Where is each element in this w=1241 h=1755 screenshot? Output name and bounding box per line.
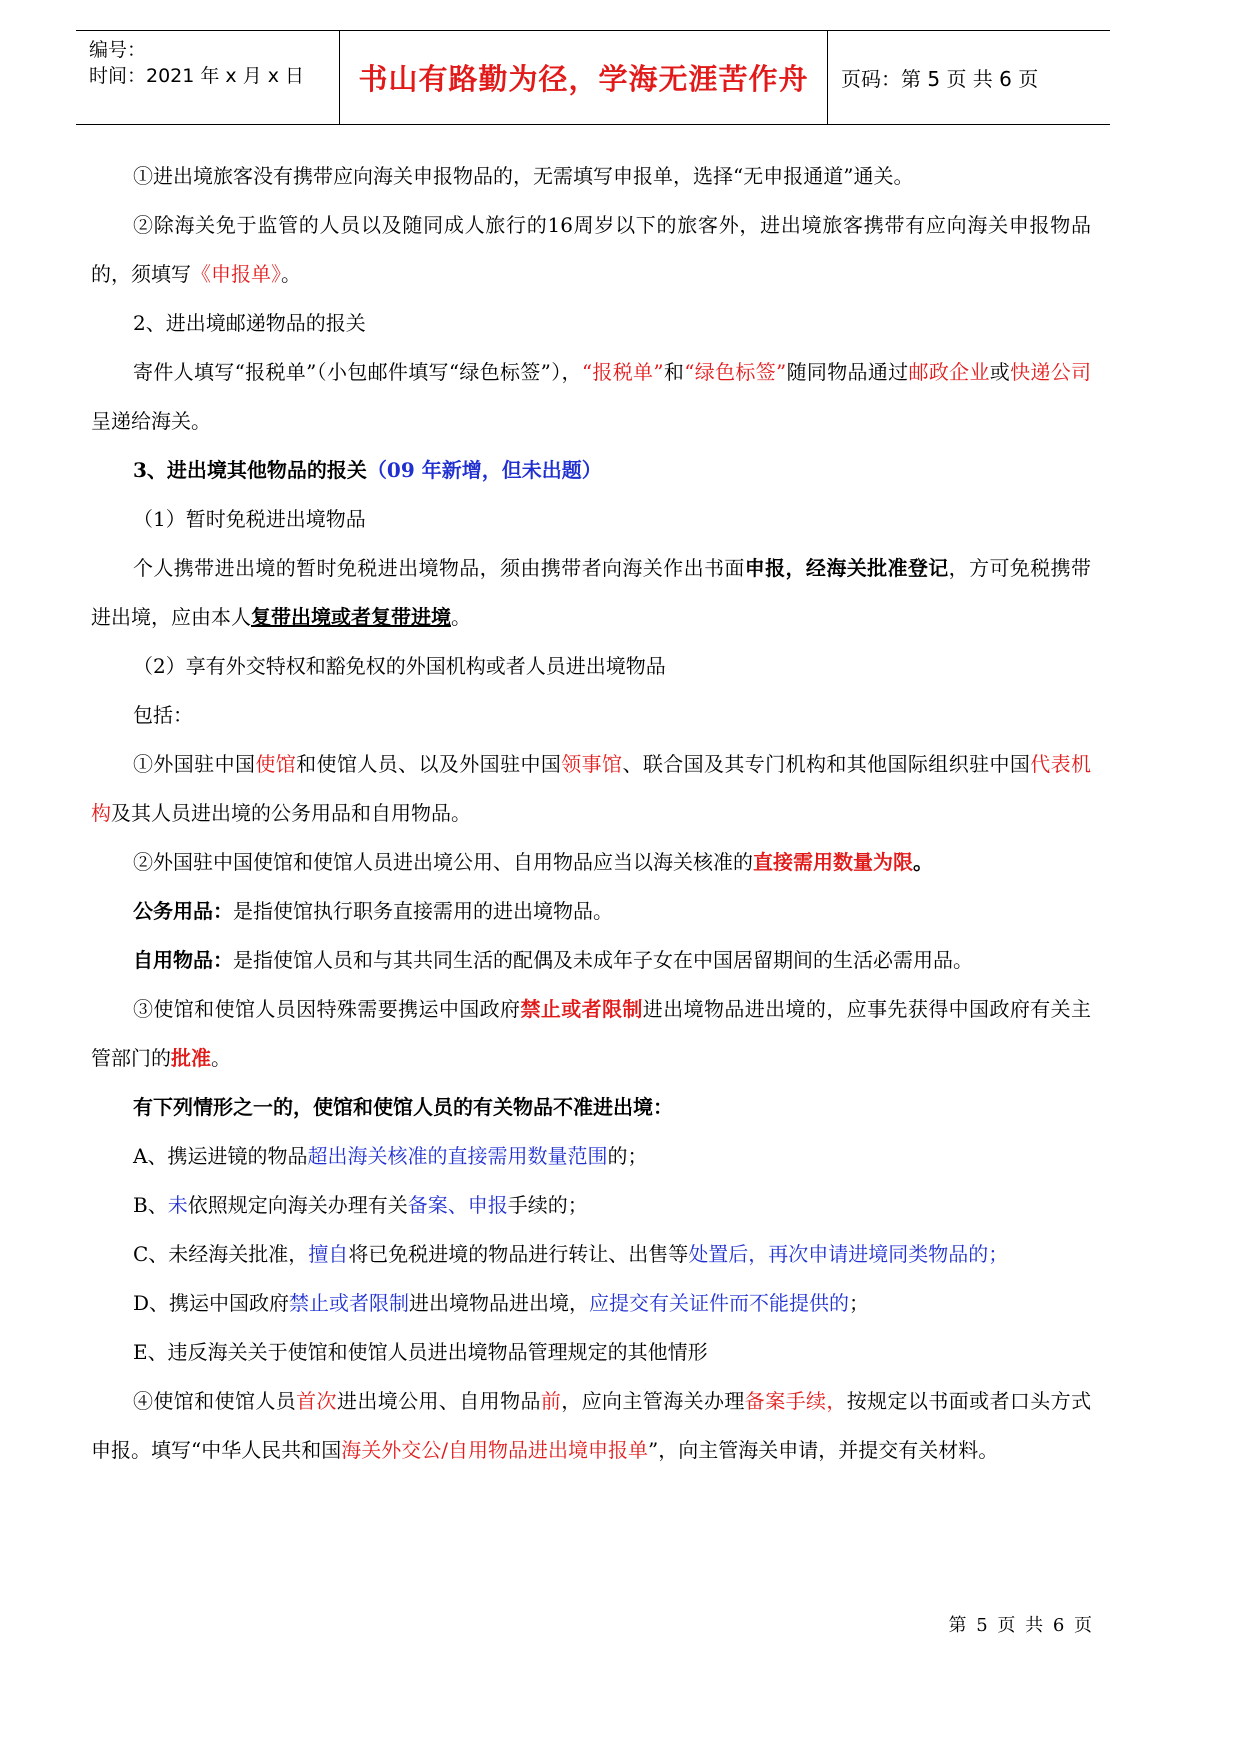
subsection-heading <box>91 642 1091 691</box>
text: 呈递给海关。 <box>91 409 211 433</box>
header-motto: 书山有路勤为径，学海无涯苦作舟 <box>358 62 809 96</box>
page-footer: 第 5 页 共 6 页 <box>948 1615 1094 1636</box>
highlight-blue: 备案、申报 <box>407 1193 508 1217</box>
header-page-info: 页码：第 5 页 共 6 页 <box>841 67 1039 91</box>
text: 按规定以书面或者口头方式申报。填写“中华人民共和国 <box>91 1389 1092 1462</box>
text: 的； <box>607 1144 648 1168</box>
paragraph <box>91 1083 1091 1132</box>
text: ②外国驻中国使馆和使馆人员进出境公用、自用物品应当以海关核准的 <box>133 850 753 874</box>
highlight-red: “报税单” <box>581 360 664 384</box>
text: ； <box>849 1291 870 1315</box>
text: ”，向主管海关申请，并提交有关材料。 <box>647 1438 999 1462</box>
text: 进出境公用、自用物品 <box>336 1389 541 1413</box>
text: ①进出境旅客没有携带应向海关申报物品的，无需填写申报单，选择“无申报通道”通关。 <box>133 164 914 188</box>
text: 手续的； <box>507 1193 588 1217</box>
text: ②除海关免于监管的人员以及随同成人旅行的16周岁以下的旅客外，进出境旅客携带有应向海关申报物品的，须填写 <box>91 213 1091 286</box>
paragraph <box>91 887 1091 936</box>
list-item <box>91 1279 1091 1328</box>
paragraph <box>91 1377 1091 1475</box>
paragraph <box>91 201 1091 299</box>
text: ，应向主管海关办理 <box>561 1389 745 1413</box>
highlight-red: 前 <box>540 1389 562 1413</box>
text: 和使馆人员、以及外国驻中国 <box>296 752 562 776</box>
bold-text: 公务用品： <box>133 899 233 923</box>
text: ④使馆和使馆人员 <box>133 1389 297 1413</box>
highlight-red: 直接需用数量为限 <box>753 850 913 874</box>
highlight-blue: 禁止或者限制 <box>289 1291 410 1315</box>
highlight-red: 《申报单》 <box>191 262 281 286</box>
text: 。 <box>281 262 301 286</box>
text: 个人携带进出境的暂时免税进出境物品，须由携带者向海关作出书面 <box>133 556 745 580</box>
text: 包括： <box>133 703 193 727</box>
paragraph <box>91 544 1091 642</box>
text: E、违反海关关于使馆和使馆人员进出境物品管理规定的其他情形 <box>133 1340 708 1364</box>
text: 将已免税进境的物品进行转让、出售等 <box>348 1242 689 1266</box>
highlight-red: 禁止或者限制 <box>520 997 643 1021</box>
header-meta <box>76 31 340 124</box>
list-item <box>91 1132 1091 1181</box>
highlight-blue: 未 <box>167 1193 188 1217</box>
text: 2、进出境邮递物品的报关 <box>133 311 366 335</box>
bold-text: 自用物品： <box>133 948 233 972</box>
list-item <box>91 1328 1091 1377</box>
text: 寄件人填写“报税单”（小包邮件填写“绿色标签”）， <box>133 360 582 384</box>
highlight-red: 批准 <box>171 1046 211 1070</box>
text: 3、进出境其他物品的报关 <box>133 458 367 482</box>
header-motto-cell <box>340 31 828 124</box>
paragraph <box>91 152 1091 201</box>
paragraph <box>91 348 1091 446</box>
highlight-red: 海关外交公/自用物品进出境申报单 <box>341 1438 648 1462</box>
document-time-label: 时间：2021 年 x 月 x 日 <box>89 65 305 87</box>
subsection-heading <box>91 495 1091 544</box>
highlight-red: 快递公司 <box>1010 360 1092 384</box>
bold-text: 有下列情形之一的，使馆和使馆人员的有关物品不准进出境： <box>133 1095 673 1119</box>
text: C、未经海关批准， <box>133 1242 309 1266</box>
text: ③使馆和使馆人员因特殊需要携运中国政府 <box>133 997 521 1021</box>
text: 进出境物品进出境， <box>409 1291 590 1315</box>
highlight-blue: 擅自 <box>308 1242 349 1266</box>
page-header <box>76 30 1110 125</box>
document-number-label: 编号： <box>89 39 147 61</box>
highlight-blue: 应提交有关证件而不能提供的 <box>589 1291 850 1315</box>
paragraph <box>91 838 1091 887</box>
section-heading <box>91 446 1091 495</box>
highlight-red: 代表机构 <box>91 752 1092 825</box>
highlight-red: 使馆 <box>255 752 297 776</box>
highlight-blue: 处置后，再次申请进境同类物品的； <box>688 1242 1009 1266</box>
text: 依照规定向海关办理有关 <box>187 1193 408 1217</box>
text: 。 <box>913 850 933 874</box>
text: 、联合国及其专门机构和其他国际组织驻中国 <box>622 752 1031 776</box>
highlight-blue: （09 年新增，但未出题） <box>366 458 602 482</box>
text: 。 <box>451 605 471 629</box>
highlight-red: 领事馆 <box>561 752 623 776</box>
paragraph <box>91 985 1091 1083</box>
text: 或 <box>989 360 1011 384</box>
text: （2）享有外交特权和豁免权的外国机构或者人员进出境物品 <box>133 654 666 678</box>
highlight-red: 首次 <box>296 1389 337 1413</box>
document-body <box>91 152 1091 1475</box>
bold-text: 申报，经海关批准登记 <box>744 556 949 580</box>
paragraph <box>91 691 1091 740</box>
text: 是指使馆人员和与其共同生活的配偶及未成年子女在中国居留期间的生活必需用品。 <box>233 948 973 972</box>
text: D、携运中国政府 <box>133 1291 290 1315</box>
paragraph <box>91 740 1091 838</box>
header-page-cell <box>828 31 1110 124</box>
text: 是指使馆执行职务直接需用的进出境物品。 <box>233 899 613 923</box>
text: （1）暂时免税进出境物品 <box>133 507 366 531</box>
highlight-red: “绿色标签” <box>684 360 787 384</box>
text: 和 <box>663 360 685 384</box>
text: 进出境物品进出境的，应事先获得中国政府有关主管部门的 <box>91 997 1092 1070</box>
highlight-blue: 超出海关核准的直接需用数量范围 <box>307 1144 608 1168</box>
list-item <box>91 1181 1091 1230</box>
highlight-red: 邮政企业 <box>908 360 990 384</box>
text: ，方可免税携带进出境，应由本人 <box>91 556 1092 629</box>
list-item <box>91 1230 1091 1279</box>
text: 及其人员进出境的公务用品和自用物品。 <box>111 801 471 825</box>
highlight-red: 备案手续， <box>744 1389 847 1413</box>
text: 。 <box>211 1046 231 1070</box>
section-heading <box>91 299 1091 348</box>
underlined-text: 复带出境或者复带进境 <box>251 605 451 629</box>
text: 随同物品通过 <box>786 360 909 384</box>
paragraph <box>91 936 1091 985</box>
text: B、 <box>133 1193 168 1217</box>
text: ①外国驻中国 <box>133 752 256 776</box>
text: A、携运进镜的物品 <box>133 1144 308 1168</box>
